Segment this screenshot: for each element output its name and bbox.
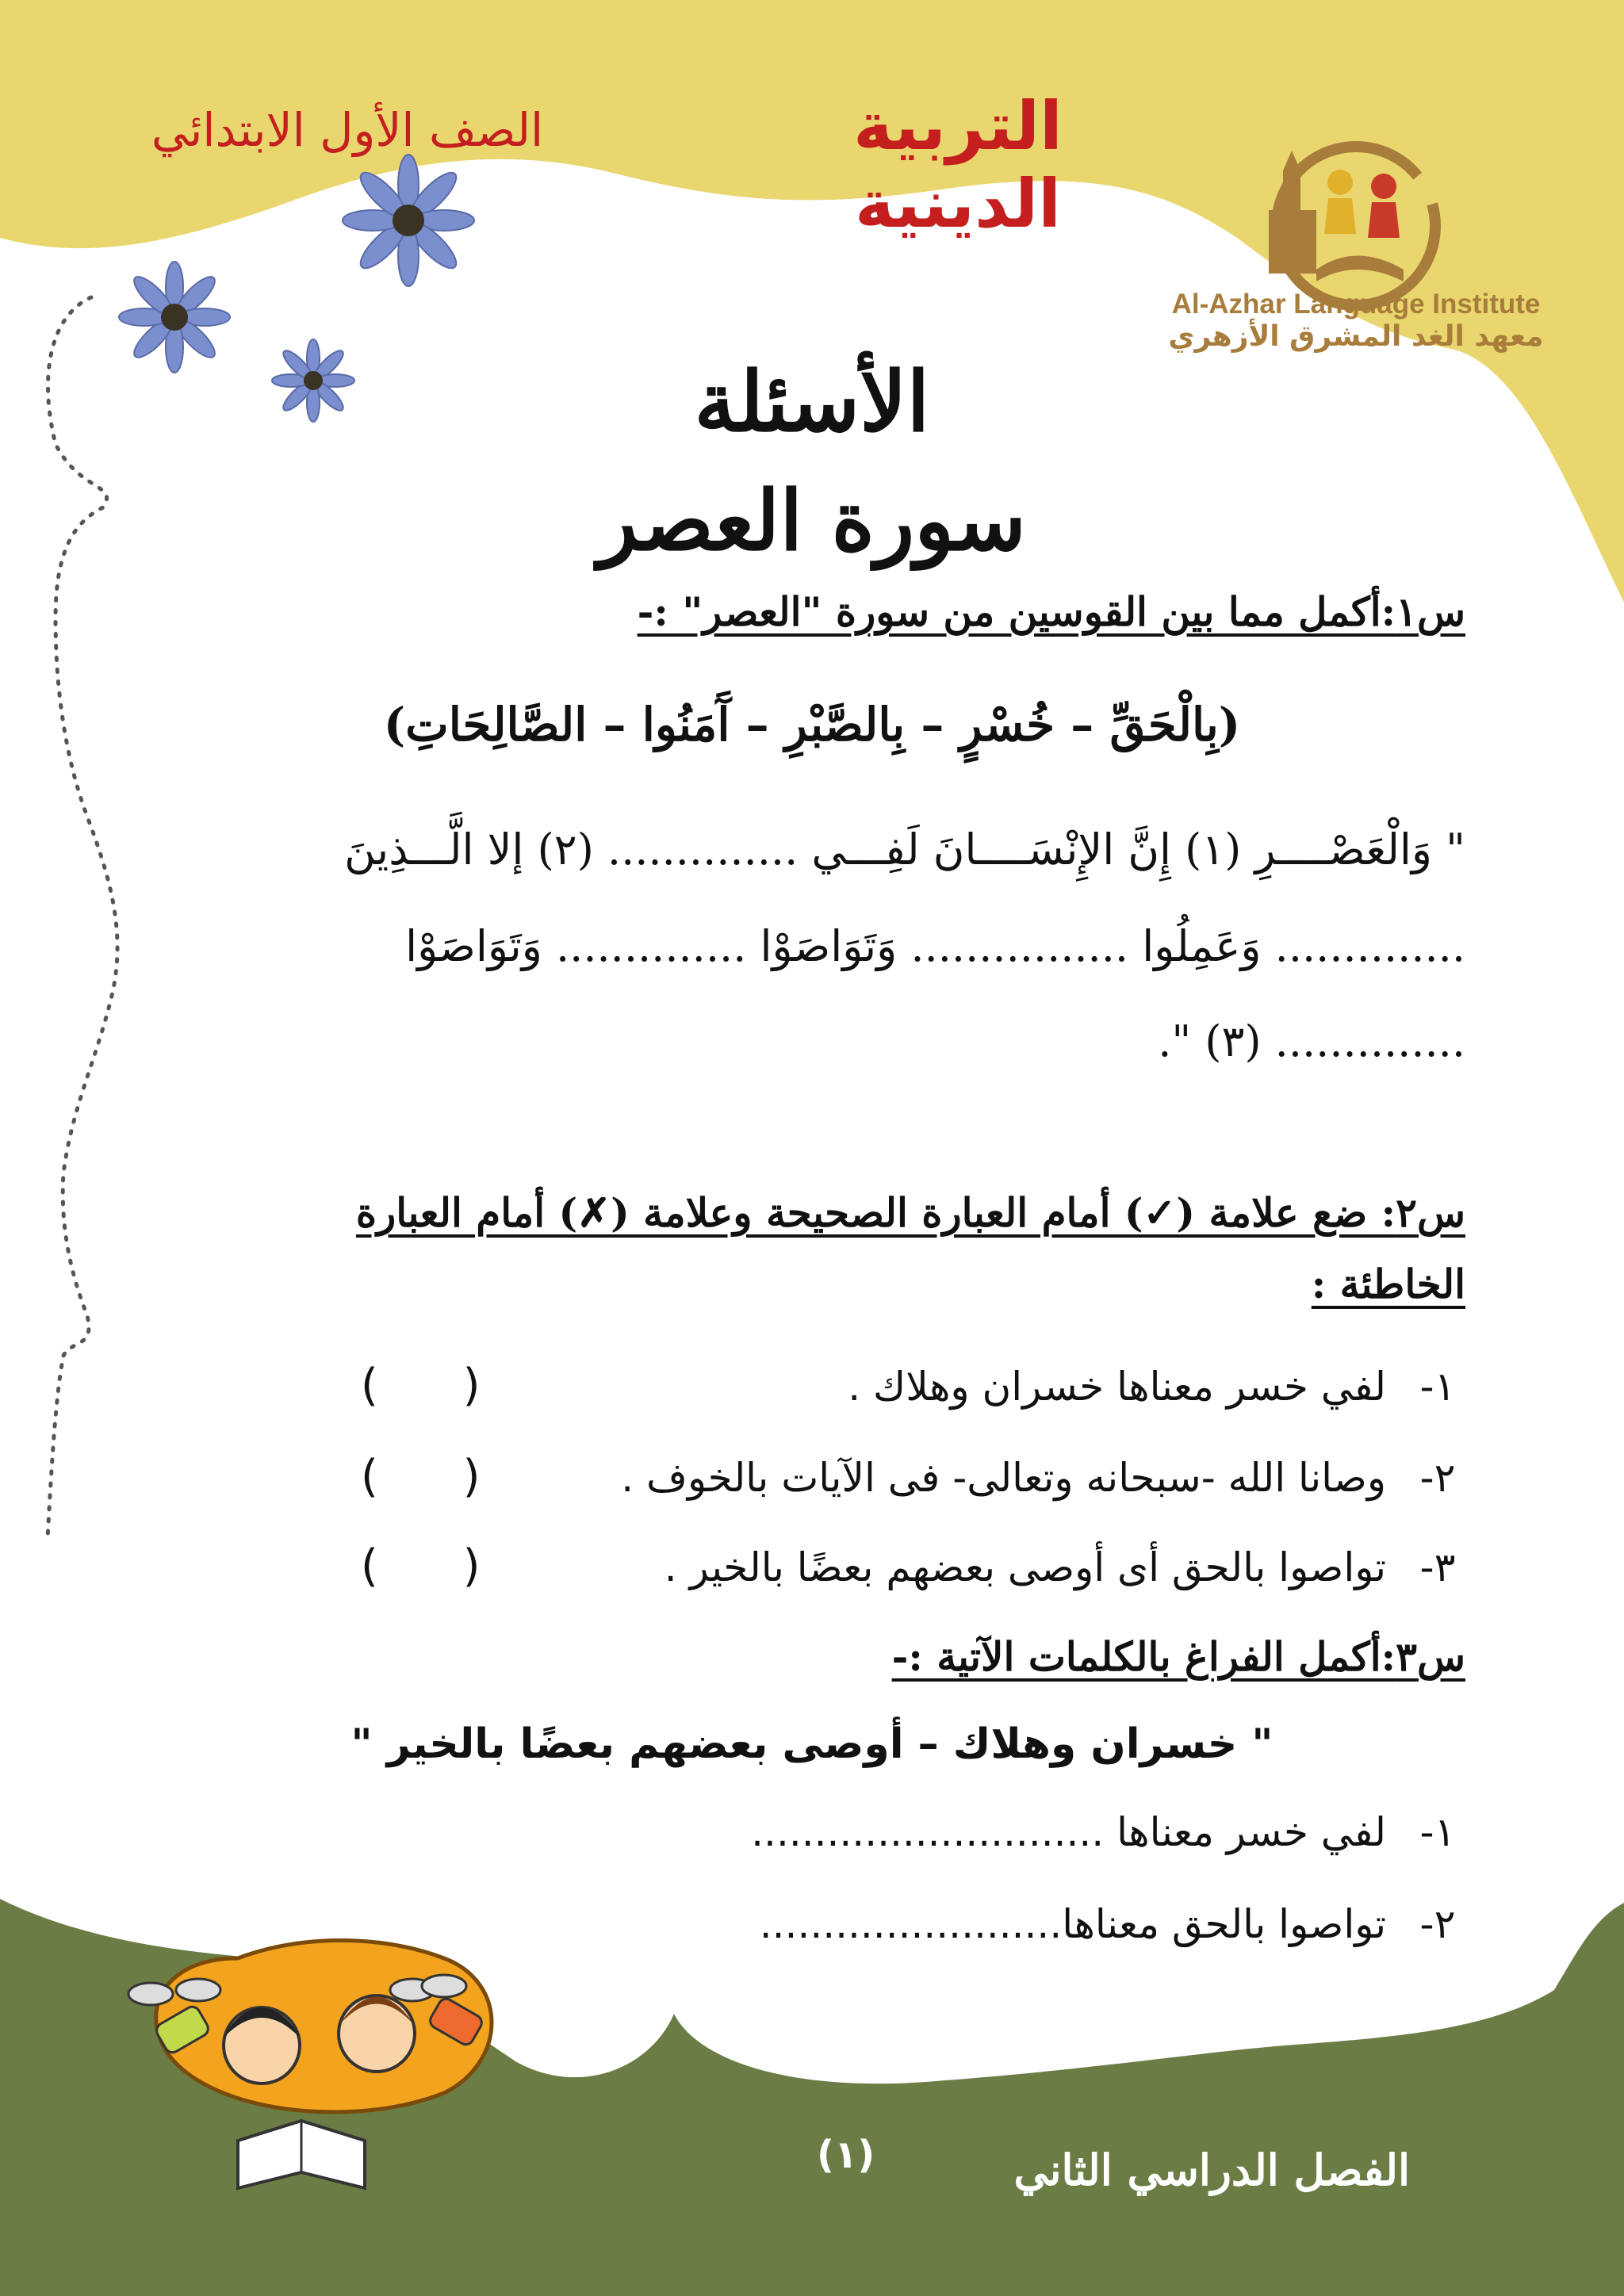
q1-verse-line: " وَالْعَصْــــرِ (١) إِنَّ الإِنْسَــــانَ لَفِـــي .............. (٢) إلا الَّـــذِينَ <box>344 825 1465 874</box>
page-subtitle: سورة العصر <box>597 472 1027 569</box>
flower-icon <box>343 155 474 286</box>
page-title: الأسئلة <box>694 353 930 450</box>
answer-box[interactable]: ( ) <box>361 1360 481 1411</box>
item-number: ١- <box>1419 1809 1456 1855</box>
q2-item <box>355 1364 1465 1410</box>
answer-box[interactable]: ( ) <box>361 1451 481 1502</box>
item-text: وصانا الله -سبحانه وتعالى- فى الآيات بالخوف . <box>621 1455 1386 1501</box>
q1-verse-line: .............. (٣) ". <box>1158 1016 1465 1066</box>
q1-heading: س١:أكمل مما بين القوسين من سورة "العصر" :- <box>637 588 1465 635</box>
item-number: ١- <box>1419 1364 1456 1410</box>
item-text: لفي خسر معناها خسران وهلاك . <box>848 1364 1386 1410</box>
item-text[interactable]: تواصوا بالحق معناها........................ <box>759 1901 1386 1947</box>
q1-word-bank: (بِالْحَقِّ – خُسْرٍ – بِالصَّبْرِ – آَمَنُوا – الصَّالِحَاتِ) <box>383 698 1241 752</box>
item-text[interactable]: لفي خسر معناها ............................ <box>751 1809 1386 1855</box>
item-number: ٢- <box>1419 1901 1456 1947</box>
q2-item <box>355 1455 1465 1501</box>
grade-title: الصف الأول الابتدائي <box>151 103 544 157</box>
item-number: ٢- <box>1419 1455 1456 1501</box>
subject-title: التربية الدينية <box>853 87 1063 243</box>
q1-verse-line: .............. وَعَمِلُوا ................ وَتَوَاصَوْا .............. وَتَوَاصَوْا <box>405 921 1465 971</box>
logo-name-ar: معهد الغد المشرق الأزهري <box>1168 320 1544 353</box>
q3-item <box>355 1901 1465 1947</box>
logo-name-en: Al-Azhar Language Institute <box>1171 289 1541 320</box>
q2-heading: س٢: ضع علامة (✓) أمام العبارة الصحيحة وعلامة (✗) أمام العبارة <box>355 1189 1465 1236</box>
page-number: (١) <box>817 2133 875 2177</box>
answer-box[interactable]: ( ) <box>361 1540 481 1592</box>
q3-word-bank: " خسران وهلاك – أوصى بعضهم بعضًا بالخير " <box>350 1720 1274 1768</box>
semester-label: الفصل الدراسي الثاني <box>1013 2145 1410 2195</box>
q3-item <box>355 1809 1465 1855</box>
item-text: تواصوا بالحق أى أوصى بعضهم بعضًا بالخير . <box>664 1544 1386 1590</box>
q2-heading-continued: الخاطئة : <box>1311 1261 1465 1307</box>
q3-heading: س٣:أكمل الفراغ بالكلمات الآتية :- <box>891 1633 1465 1680</box>
q2-item <box>355 1544 1465 1590</box>
item-number: ٣- <box>1419 1544 1456 1590</box>
